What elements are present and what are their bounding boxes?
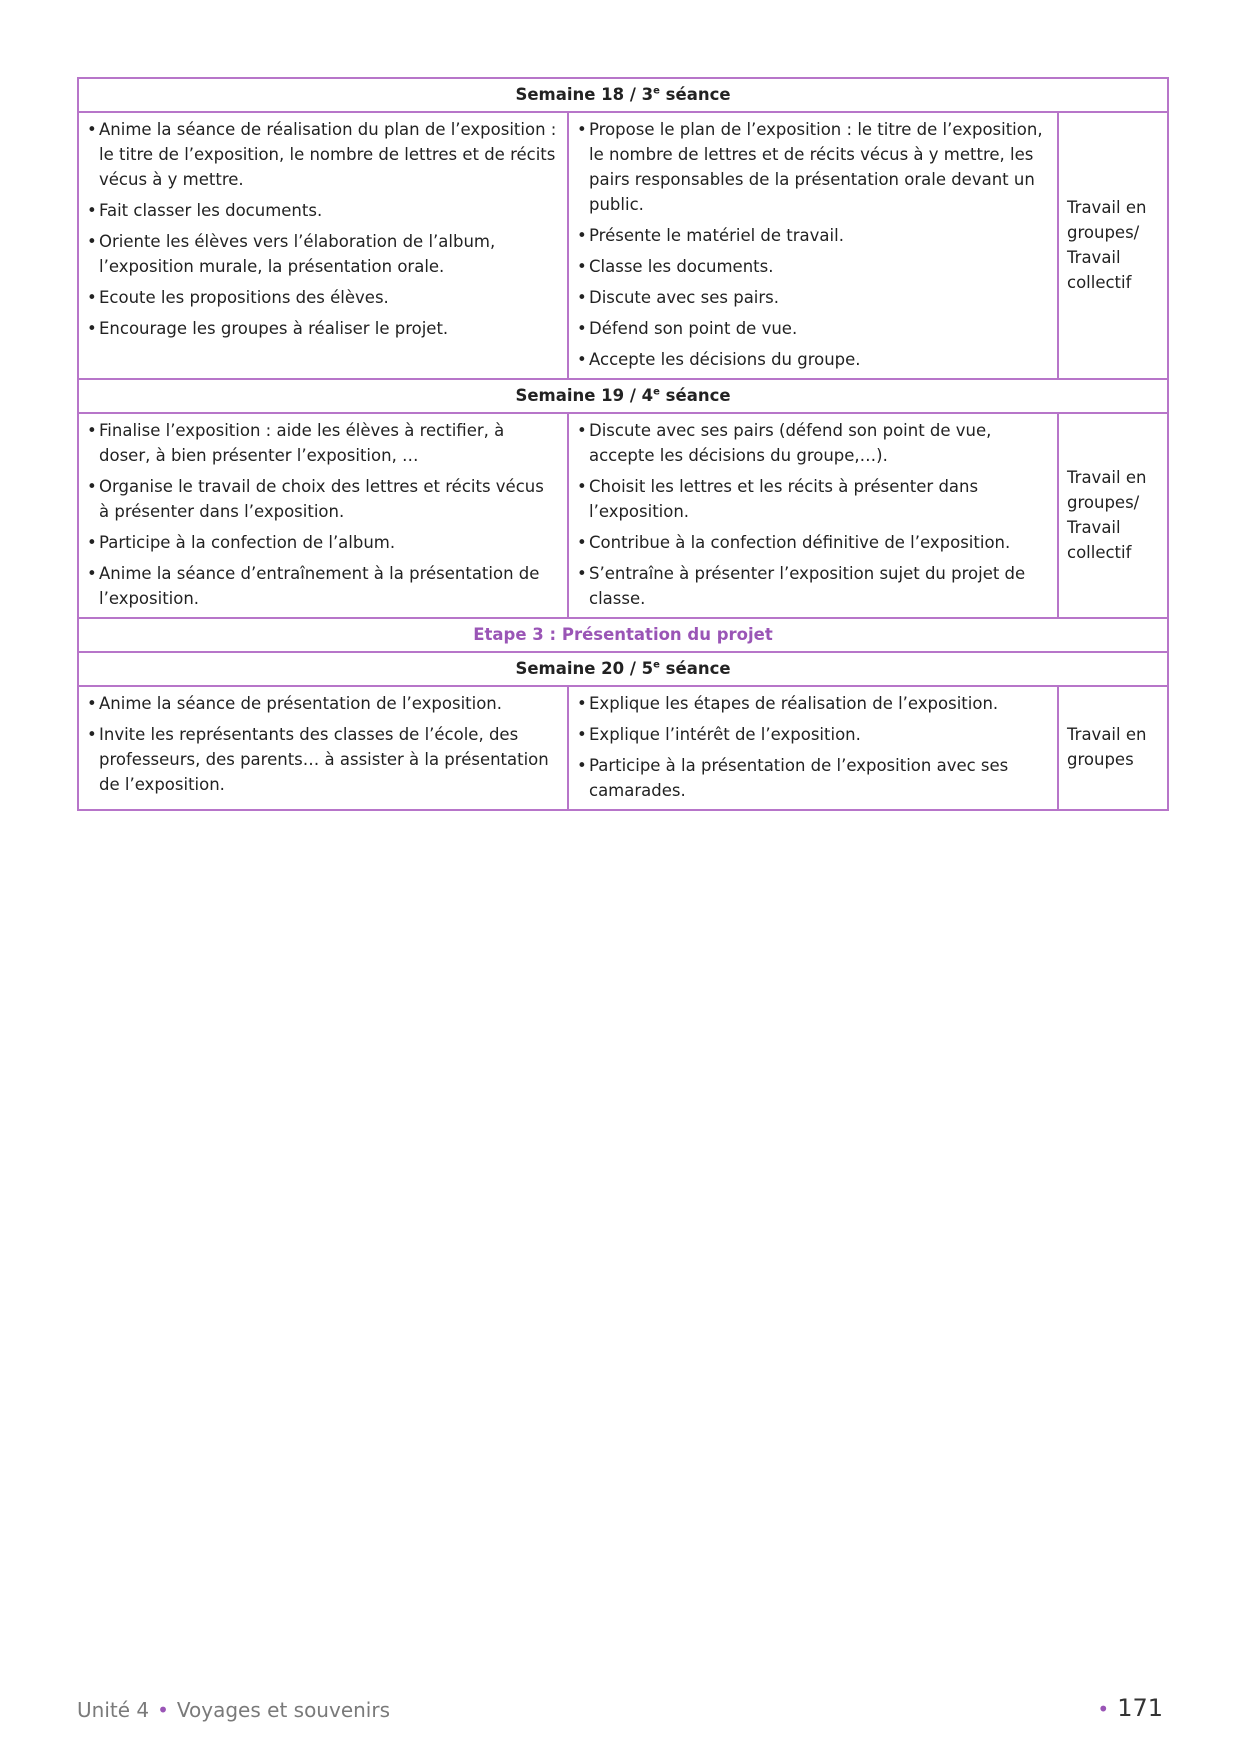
list-item: • Discute avec ses pairs. [577,285,1049,310]
list-item: • Anime la séance de présentation de l’exposition. [87,691,559,716]
list-item: • Explique l’intérêt de l’exposition. [577,722,1049,747]
list-item: • Anime la séance d’entraînement à la présentation de l’exposition. [87,561,559,611]
week-20-title-sup: e [653,659,660,671]
list-item: • Présente le matériel de travail. [577,223,1049,248]
week-20-title-end: séance [659,659,731,678]
list-item: • Organise le travail de choix des lettres et récits vécus à présenter dans l’exposition. [87,474,559,524]
list-item: • Propose le plan de l’exposition : le titre de l’exposition, le nombre de lettres et de récits vécus à y mettre, les pairs responsables de la présentation orale devant un public. [577,117,1049,217]
list-item: • Discute avec ses pairs (défend son point de vue, accepte les décisions du groupe,…). [577,418,1049,468]
week-19-title-sup: e [653,386,660,398]
week-20-title-text: Semaine 20 / 5 [515,659,654,678]
week-18-teacher-cell [78,112,568,379]
week-19-student-cell [568,413,1058,618]
week-18-student-cell [568,112,1058,379]
footer-unit-label [77,1698,390,1722]
list-item: • Oriente les élèves vers l’élaboration de l’album, l’exposition murale, la présentation orale. [87,229,559,279]
week-20-student-list [577,691,1049,803]
page-number-bullet: • [1097,1697,1110,1721]
list-item: • Contribue à la confection définitive de l’exposition. [577,530,1049,555]
page-number: 171 [1117,1694,1163,1722]
list-item: • Encourage les groupes à réaliser le projet. [87,316,559,341]
list-item: • Anime la séance de réalisation du plan de l’exposition : le titre de l’exposition, le nombre de lettres et de récits vécus à y mettre. [87,117,559,192]
week-18-organisation: Travail en groupes/ Travail collectif [1058,112,1168,379]
week-19-organisation: Travail en groupes/ Travail collectif [1058,413,1168,618]
list-item: • Classe les documents. [577,254,1049,279]
week-20-header-row [78,652,1168,686]
week-18-teacher-list [87,117,559,341]
week-20-title [78,652,1168,686]
week-18-title-end: séance [659,85,731,104]
page-number-block [1097,1694,1163,1722]
list-item: • Explique les étapes de réalisation de l’exposition. [577,691,1049,716]
week-20-organisation: Travail en groupes [1058,686,1168,810]
week-19-title [78,379,1168,413]
week-20-content-row [78,686,1168,810]
list-item: • Participe à la présentation de l’exposition avec ses camarades. [577,753,1049,803]
footer-separator-bullet: • [157,1698,169,1722]
list-item: • Défend son point de vue. [577,316,1049,341]
week-19-teacher-cell [78,413,568,618]
week-18-title [78,78,1168,112]
footer-unit-title: Voyages et souvenirs [176,1698,390,1722]
week-18-header-row [78,78,1168,112]
list-item: • Finalise l’exposition : aide les élèves à rectifier, à doser, à bien présenter l’exposition, … [87,418,559,468]
week-18-title-text: Semaine 18 / 3 [515,85,654,104]
list-item: • Accepte les décisions du groupe. [577,347,1049,372]
footer-unit: Unité 4 [77,1698,150,1722]
week-20-teacher-cell [78,686,568,810]
week-19-header-row [78,379,1168,413]
list-item: • Participe à la confection de l’album. [87,530,559,555]
week-20-teacher-list [87,691,559,797]
list-item: • Fait classer les documents. [87,198,559,223]
week-19-title-text: Semaine 19 / 4 [515,386,654,405]
week-20-student-cell [568,686,1058,810]
list-item: • Choisit les lettres et les récits à présenter dans l’exposition. [577,474,1049,524]
week-19-content-row [78,413,1168,618]
week-19-title-end: séance [659,386,731,405]
lesson-plan-table [77,77,1169,811]
etape-3-title: Etape 3 : Présentation du projet [78,618,1168,652]
list-item: • Invite les représentants des classes de l’école, des professeurs, des parents… à assister à la présentation de l’exposition. [87,722,559,797]
list-item: • S’entraîne à présenter l’exposition sujet du projet de classe. [577,561,1049,611]
week-19-student-list [577,418,1049,611]
list-item: • Ecoute les propositions des élèves. [87,285,559,310]
week-18-content-row [78,112,1168,379]
etape-3-row [78,618,1168,652]
week-18-student-list [577,117,1049,372]
week-18-title-sup: e [653,85,660,97]
week-19-teacher-list [87,418,559,611]
